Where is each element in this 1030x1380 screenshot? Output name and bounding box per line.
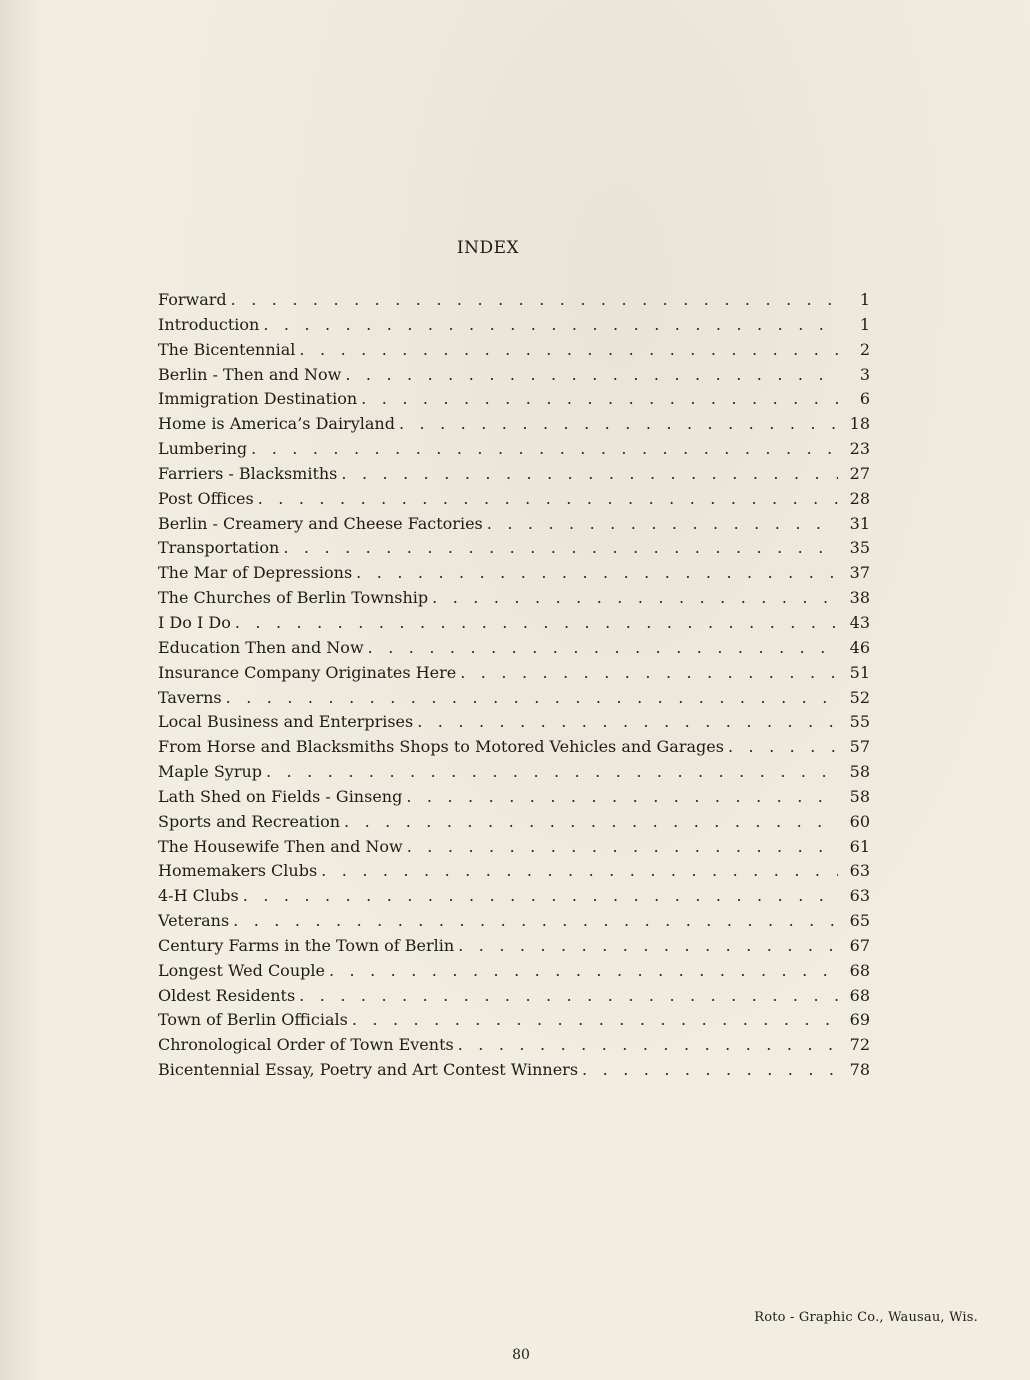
- dot-leader: [340, 810, 838, 835]
- entry-page-number: 78: [849, 1060, 870, 1080]
- entry-title: Taverns: [158, 687, 222, 707]
- entry-title: Oldest Residents: [158, 985, 296, 1005]
- dot-leader: [403, 835, 838, 860]
- entry-page-number: 65: [849, 911, 870, 931]
- entry-title: Veterans: [158, 911, 230, 931]
- entry-title: The Mar of Depressions: [158, 563, 353, 583]
- index-entry: [158, 462, 870, 487]
- entry-page-number: 51: [849, 662, 870, 682]
- dot-leader: [454, 934, 838, 959]
- index-entry: [158, 338, 870, 363]
- dot-leader: [279, 536, 838, 561]
- entry-page-number: 31: [849, 513, 870, 533]
- index-entry: [158, 487, 870, 512]
- entry-title: Forward: [158, 290, 227, 309]
- entry-title: Farriers - Blacksmiths: [158, 463, 338, 483]
- index-entry: [158, 760, 870, 785]
- dot-leader: [325, 959, 838, 984]
- dot-leader: [337, 462, 838, 487]
- index-entry: [158, 710, 870, 735]
- entry-title: Post Offices: [158, 488, 254, 508]
- dot-leader: [357, 387, 838, 412]
- dot-leader: [227, 288, 838, 313]
- index-entry: [158, 810, 870, 835]
- dot-leader: [341, 363, 838, 388]
- index-entry: [158, 1008, 870, 1033]
- index-list: [158, 288, 870, 1083]
- dot-leader: [254, 487, 838, 512]
- entry-title: Berlin - Creamery and Cheese Factories: [158, 513, 483, 533]
- dot-leader: [428, 586, 838, 611]
- entry-page-number: 58: [849, 762, 870, 782]
- entry-title: Transportation: [158, 538, 280, 558]
- entry-title: From Horse and Blacksmiths Shops to Motored Vehicles and Garages: [158, 737, 724, 757]
- entry-title: Town of Berlin Officials: [158, 1010, 348, 1030]
- entry-page-number: 3: [859, 364, 870, 384]
- entry-title: Immigration Destination: [158, 389, 358, 409]
- entry-title: Home is America’s Dairyland: [158, 414, 395, 434]
- index-entry: [158, 735, 870, 760]
- index-entry: [158, 661, 870, 686]
- entry-page-number: 18: [849, 414, 870, 434]
- entry-title: Homemakers Clubs: [158, 861, 318, 881]
- entry-page-number: 37: [849, 563, 870, 583]
- dot-leader: [364, 636, 838, 661]
- entry-page-number: 1: [859, 314, 870, 334]
- index-entry: [158, 959, 870, 984]
- entry-title: The Housewife Then and Now: [158, 836, 403, 856]
- entry-title: Berlin - Then and Now: [158, 364, 342, 384]
- entry-title: Maple Syrup: [158, 762, 263, 782]
- index-entry: [158, 636, 870, 661]
- entry-page-number: 63: [849, 861, 870, 881]
- entry-title: Introduction: [158, 314, 260, 334]
- dot-leader: [247, 437, 838, 462]
- entry-page-number: 60: [849, 811, 870, 831]
- dot-leader: [456, 661, 838, 686]
- page-edge-shadow: [0, 0, 40, 1380]
- printer-credit: Roto - Graphic Co., Wausau, Wis.: [754, 1310, 978, 1325]
- entry-title: Education Then and Now: [158, 637, 364, 657]
- dot-leader: [317, 859, 838, 884]
- index-entry: [158, 686, 870, 711]
- entry-title: The Churches of Berlin Township: [158, 588, 429, 608]
- entry-page-number: 52: [849, 687, 870, 707]
- entry-title: Lumbering: [158, 439, 248, 459]
- entry-page-number: 46: [849, 637, 870, 657]
- entry-page-number: 27: [849, 463, 870, 483]
- entry-page-number: 58: [849, 786, 870, 806]
- entry-page-number: 69: [849, 1010, 870, 1030]
- index-title: INDEX: [456, 238, 520, 258]
- page-number: 80: [512, 1347, 530, 1363]
- entry-title: Insurance Company Originates Here: [158, 662, 457, 682]
- entry-page-number: 68: [849, 985, 870, 1005]
- index-entry: [158, 835, 870, 860]
- index-entry: [158, 313, 870, 338]
- entry-page-number: 68: [849, 960, 870, 980]
- dot-leader: [259, 313, 838, 338]
- index-entry: [158, 536, 870, 561]
- dot-leader: [222, 686, 838, 711]
- entry-page-number: 6: [859, 389, 870, 409]
- entry-page-number: 2: [859, 339, 870, 359]
- dot-leader: [578, 1058, 838, 1083]
- entry-page-number: 43: [849, 612, 870, 632]
- index-entry: [158, 785, 870, 810]
- entry-page-number: 55: [849, 712, 870, 732]
- dot-leader: [402, 785, 838, 810]
- index-entry: [158, 859, 870, 884]
- dot-leader: [295, 338, 838, 363]
- dot-leader: [262, 760, 838, 785]
- entry-page-number: 63: [849, 886, 870, 906]
- entry-page-number: 23: [849, 439, 870, 459]
- index-entry: [158, 512, 870, 537]
- index-entry: [158, 909, 870, 934]
- dot-leader: [483, 512, 838, 537]
- entry-title: Century Farms in the Town of Berlin: [158, 935, 455, 955]
- dot-leader: [295, 984, 838, 1009]
- entry-title: Sports and Recreation: [158, 811, 340, 831]
- index-entry: [158, 934, 870, 959]
- entry-title: Longest Wed Couple: [158, 960, 325, 980]
- dot-leader: [231, 611, 838, 636]
- entry-title: Bicentennial Essay, Poetry and Art Contest Winners: [158, 1060, 579, 1080]
- entry-page-number: 72: [849, 1035, 870, 1055]
- entry-page-number: 38: [849, 588, 870, 608]
- entry-title: 4-H Clubs: [158, 886, 239, 906]
- index-entry: [158, 611, 870, 636]
- entry-title: Chronological Order of Town Events: [158, 1035, 454, 1055]
- index-entry: [158, 437, 870, 462]
- index-entry: [158, 288, 870, 313]
- dot-leader: [348, 1008, 838, 1033]
- entry-title: Local Business and Enterprises: [158, 712, 414, 732]
- index-entry: [158, 412, 870, 437]
- dot-leader: [724, 735, 838, 760]
- entry-title: The Bicentennial: [158, 339, 296, 359]
- entry-title: Lath Shed on Fields - Ginseng: [158, 786, 403, 806]
- entry-page-number: 1: [859, 290, 870, 309]
- dot-leader: [413, 710, 838, 735]
- dot-leader: [395, 412, 838, 437]
- dot-leader: [454, 1033, 838, 1058]
- index-entry: [158, 984, 870, 1009]
- dot-leader: [239, 884, 838, 909]
- index-entry: [158, 586, 870, 611]
- index-entry: [158, 1033, 870, 1058]
- index-entry: [158, 1058, 870, 1083]
- index-entry: [158, 561, 870, 586]
- entry-title: I Do I Do: [158, 612, 231, 632]
- entry-page-number: 28: [849, 488, 870, 508]
- index-entry: [158, 387, 870, 412]
- dot-leader: [352, 561, 838, 586]
- index-entry: [158, 363, 870, 388]
- entry-page-number: 67: [849, 935, 870, 955]
- entry-page-number: 61: [849, 836, 870, 856]
- entry-page-number: 35: [849, 538, 870, 558]
- index-entry: [158, 884, 870, 909]
- entry-page-number: 57: [849, 737, 870, 757]
- dot-leader: [229, 909, 838, 934]
